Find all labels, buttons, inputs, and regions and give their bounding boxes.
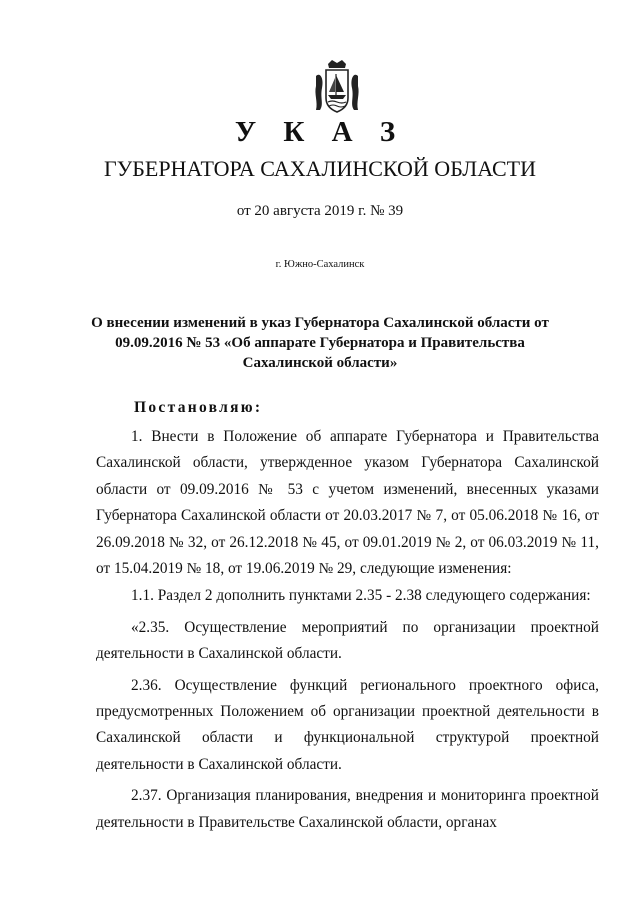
paragraph-2-36: 2.36. Осуществление функций регионального проектного офиса, предусмотренных Положением об организации проектной деятельности в Сахалинской области и функциональной структурой проектной деятельности в Сахалинской области. [96,676,599,773]
city-line: г. Южно-Сахалинск [275,259,365,270]
paragraph-2-37: 2.37. Организация планирования, внедрения и мониторинга проектной деятельности в Правительстве Сахалинской области, органах [96,787,599,831]
decree-word: Постановляю: [134,399,263,416]
paragraph-2-35: «2.35. Осуществление мероприятий по организации проектной деятельности в Сахалинской области. [96,618,599,663]
paragraph-1-1: 1.1. Раздел 2 дополнить пунктами 2.35 - 2.38 следующего содержания: [131,587,591,605]
document-type-heading: У К А З [234,116,406,148]
document-body [96,424,599,836]
date-number-line: от 20 августа 2019 г. № 39 [236,203,404,219]
issuer-heading: ГУБЕРНАТОРА САХАЛИНСКОЙ ОБЛАСТИ [104,156,536,181]
document-title: О внесении изменений в указ Губернатора Сахалинской области от 09.09.2016 № 53 «Об аппарате Губернатора и Правительства Сахалинской области» [91,315,549,371]
coat-of-arms-emblem-icon [314,58,360,114]
paragraph-1: 1. Внести в Положение об аппарате Губернатора и Правительства Сахалинской области, утвержденное указом Губернатора Сахалинской области от 09.09.2016 № 53 с учетом изменений, внесенных указами Губернатора Сахалинской области от 20.03.2017 № 7, от 05.06.2018 № 16, от 26.09.2018 № 32, от 26.12.2018 № 45, от 09.01.2019 № 2, от 06.03.2019 № 11, от 15.04.2019 № 18, от 19.06.2019 № 29, следующие изменения: [96,428,599,578]
